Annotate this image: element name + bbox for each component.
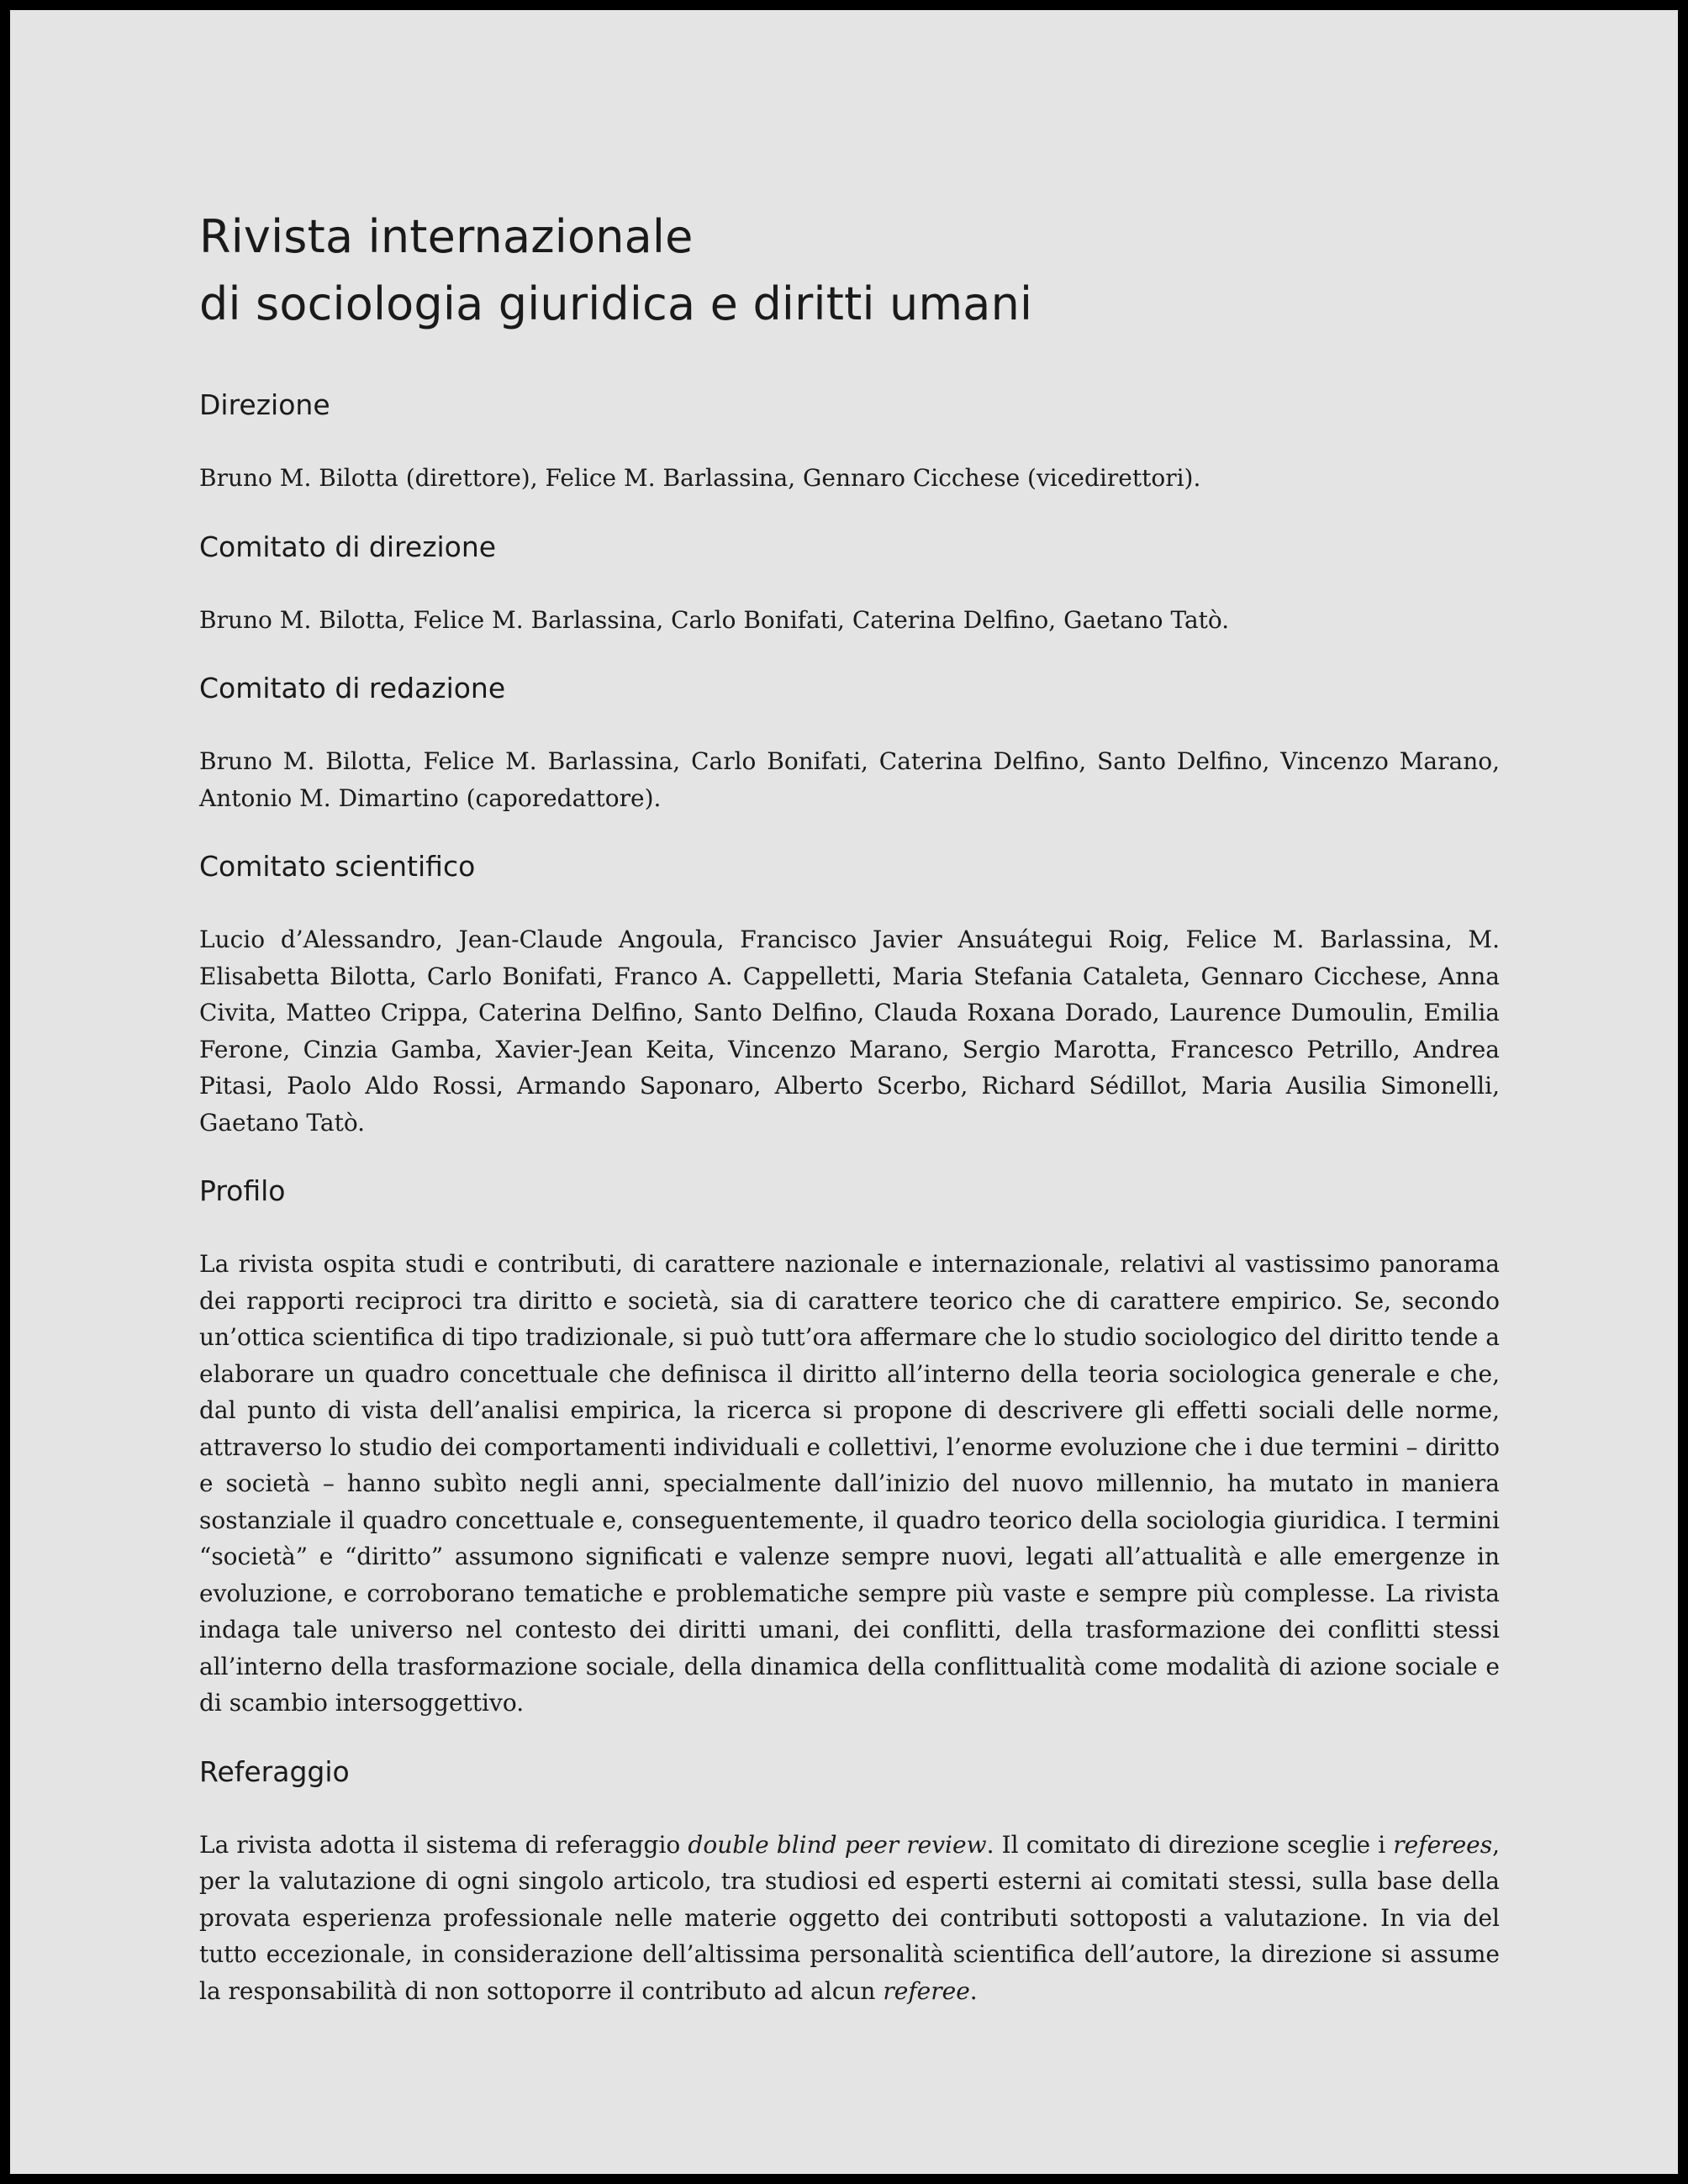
section-heading-profilo: Profilo [199,1174,286,1207]
referaggio-text-4: . [969,1976,978,2005]
referaggio-italic-referee: referee [883,1976,970,2005]
document-content [199,203,1500,2043]
referaggio-text-1: La rivista adotta il sistema di referaggio [199,1830,688,1859]
section-body-comitato-scientifico: Lucio d’Alessandro, Jean-Claude Angoula, Francisco Javier Ansuátegui Roig, Felice M. Barlassina, M. Elisabetta Bilotta, Carlo Bonifati, Franco A. Cappelletti, Maria Stefania Cataleta, Gennaro Cicchese, Anna Civita, Matteo Crippa, Caterina Delfino, Santo Delfino, Clauda Roxana Dorado, Laurence Dumoulin, Emilia Ferone, Cinzia Gamba, Xavier-Jean Keita, Vincenzo Marano, Sergio Marotta, Francesco Petrillo, Andrea Pitasi, Paolo Aldo Rossi, Armando Saponaro, Alberto Scerbo, Richard Sédillot, Maria Ausilia Simonelli, Gaetano Tatò. [199,926,1500,1137]
journal-title-line-2: di sociologia giuridica e diritti umani [199,277,1033,330]
journal-title [199,203,1500,338]
section-body-comitato-direzione: Bruno M. Bilotta, Felice M. Barlassina, Carlo Bonifati, Caterina Delfino, Gaetano Tatò. [199,605,1230,634]
section-heading-comitato-direzione: Comitato di direzione [199,530,497,563]
section-heading-comitato-scientifico: Comitato scientifico [199,850,476,883]
referaggio-text-2: . Il comitato di direzione sceglie i [986,1830,1394,1859]
section-body-profilo: La rivista ospita studi e contributi, di carattere nazionale e internazionale, relativi al vastissimo panorama dei rapporti reciproci tra diritto e società, sia di carattere teorico che di carattere empirico. Se, secondo un’ottica scientifica di tipo tradizionale, si può tutt’ora affermare che lo studio sociologico del diritto tende a elaborare un quadro concettuale che definisca il diritto all’interno della teoria sociologica generale e che, dal punto di vista dell’analisi empirica, la ricerca si propone di descrivere gli effetti sociali delle norme, attraverso lo studio dei comportamenti individuali e collettivi, l’enorme evoluzione che i due termini – diritto e società – hanno subìto negli anni, specialmente dall’inizio del nuovo millennio, ha mutato in maniera sostanziale il quadro concettuale e, conseguentemente, il quadro teorico della sociologia giuridica. I termini “società” e “diritto” assumono significati e valenze sempre nuovi, legati all’attualità e alle emergenze in evoluzione, e corroborano tematiche e problematiche sempre più vaste e sempre più complesse. La rivista indaga tale universo nel contesto dei diritti umani, dei conflitti, della trasformazione dei conflitti stessi all’interno della trasformazione sociale, della dinamica della conflittualità come modalità di azione sociale e di scambio intersoggettivo. [199,1250,1500,1717]
section-heading-comitato-redazione: Comitato di redazione [199,672,506,704]
section-heading-referaggio: Referaggio [199,1754,350,1788]
section-body-direzione: Bruno M. Bilotta (direttore), Felice M. Barlassina, Gennaro Cicchese (vicedirettori). [199,464,1201,492]
journal-title-line-1: Rivista internazionale [199,210,694,263]
referaggio-italic-double-blind: double blind peer review [688,1830,987,1859]
section-heading-direzione: Direzione [199,388,330,421]
referaggio-italic-referees: referees [1393,1830,1493,1859]
referaggio-text-3: , per la valutazione di ogni singolo articolo, tra studiosi ed esperti esterni ai comitati stessi, sulla base della provata esperienza professionale nelle materie oggetto dei contributi sottoposti a valutazione. In via del tutto eccezionale, in considerazione dell’altissima personalità scientifica dell’autore, la direzione si assume la responsabilità di non sottoporre il contributo ad alcun [199,1830,1500,2005]
page [10,10,1678,2174]
section-body-comitato-redazione: Bruno M. Bilotta, Felice M. Barlassina, Carlo Bonifati, Caterina Delfino, Santo Delfino, Vincenzo Marano, Antonio M. Dimartino (caporedattore). [199,747,1500,812]
section-body-referaggio [199,1827,1500,2010]
